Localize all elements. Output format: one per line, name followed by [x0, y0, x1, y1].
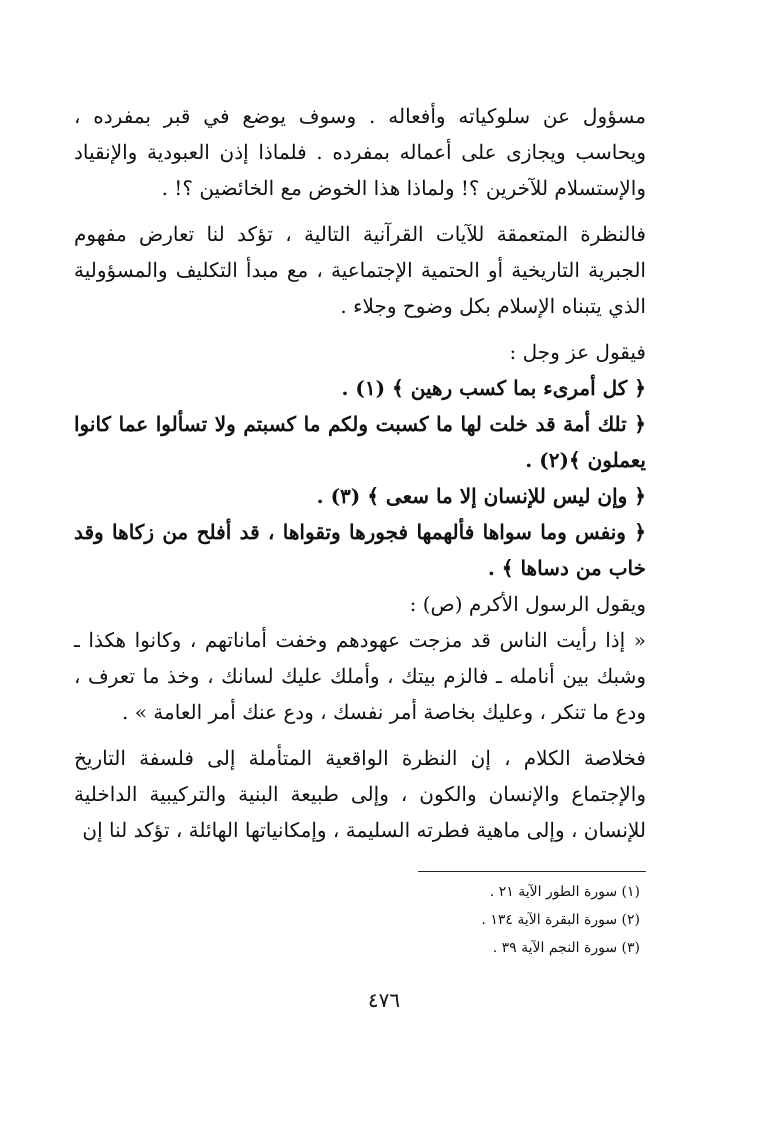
hadith-intro: ويقول الرسول الأكرم (ص) :: [409, 592, 646, 616]
footnote-2: (٢) سورة البقرة الآية ١٣٤ .: [481, 912, 640, 928]
hadith-text: « إذا رأيت الناس قد مزجت عهودهم وخفت أماناتهم ، وكانوا هكذا ـ وشبك بين أنامله ـ فالزم بيتك ، وأملك عليك لسانك ، وخذ ما تعرف ، ودع ما تنكر ، وعليك بخاصة أمر نفسك ، ودع عنك أمر العامة » .: [74, 628, 646, 724]
paragraph-2: فالنظرة المتعمقة للآيات القرآنية التالية ، تؤكد لنا تعارض مفهوم الجبرية التاريخية أو الحتمية الإجتماعية ، مع مبدأ التكليف والمسؤولية الذي يتبناه الإسلام بكل وضوح وجلاء .: [74, 222, 646, 318]
verse-2: ﴿ تلك أمة قد خلت لها ما كسبت ولكم ما كسبتم ولا تسألوا عما كانوا يعملون ﴾(٢) .: [74, 412, 646, 472]
verse-3: ﴿ وإن ليس للإنسان إلا ما سعى ﴾ (٣) .: [316, 484, 646, 508]
footnote-divider: [418, 871, 646, 872]
footnotes: [481, 878, 640, 962]
page-body: [74, 98, 646, 848]
verse-4: ﴿ ونفس وما سواها فألهمها فجورها وتقواها ، قد أفلح من زكاها وقد خاب من دساها ﴾ .: [74, 520, 646, 580]
paragraph-3: فخلاصة الكلام ، إن النظرة الواقعية المتأملة إلى فلسفة التاريخ والإجتماع والإنسان والكون ، وإلى طبيعة البنية والتركيبية الداخلية للإنسان ، وإلى ماهية فطرته السليمة ، وإمكانياتها الهائلة ، تؤكد لنا إن: [74, 746, 646, 842]
verse-1: ﴿ كل أمرىء بما كسب رهين ﴾ (١) .: [341, 376, 646, 400]
footnote-3: (٣) سورة النجم الآية ٣٩ .: [492, 940, 640, 956]
footnote-1: (١) سورة الطور الآية ٢١ .: [489, 884, 640, 900]
page-number: ٤٧٦: [367, 988, 401, 1012]
quran-intro: فيقول عز وجل :: [509, 340, 646, 364]
paragraph-1: مسؤول عن سلوكياته وأفعاله . وسوف يوضع في قبر بمفرده ، ويحاسب ويجازى على أعماله بمفرده . فلماذا إذن العبودية والإنقياد والإستسلام للآخرين ؟! ولماذا هذا الخوض مع الخائضين ؟! .: [74, 104, 646, 200]
